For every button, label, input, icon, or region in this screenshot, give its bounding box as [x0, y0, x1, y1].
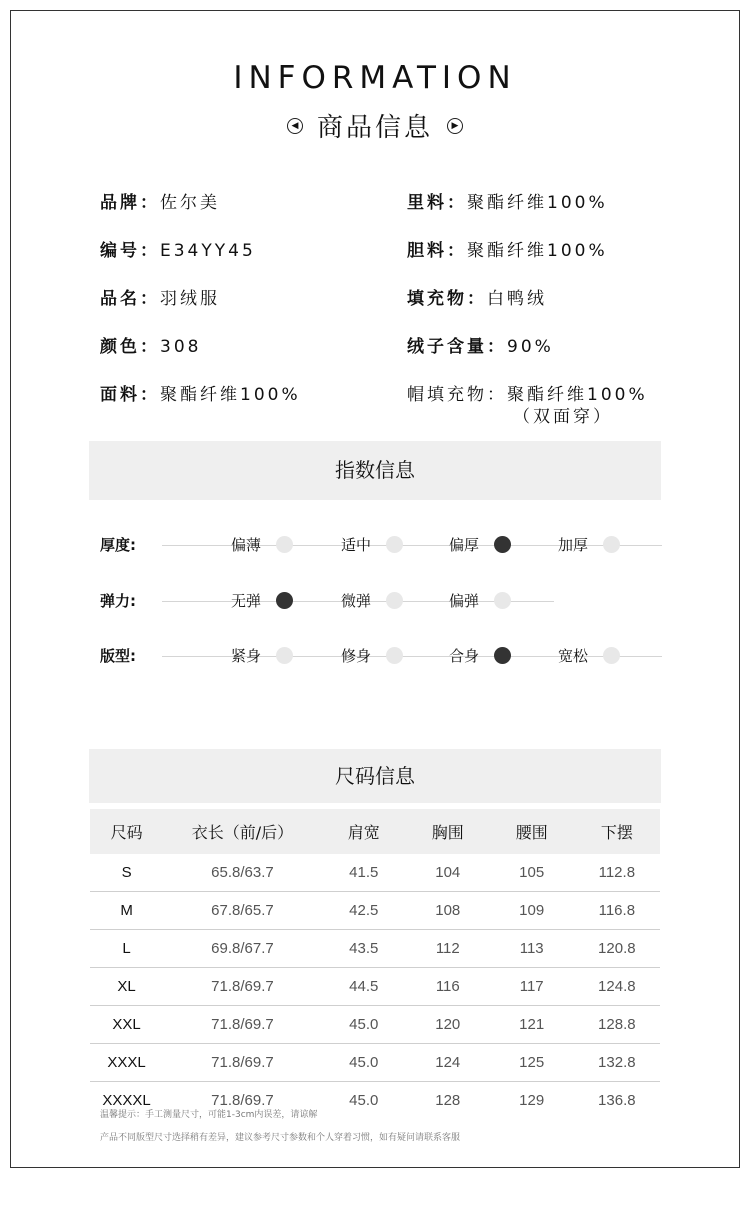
- table-cell: 45.0: [349, 1092, 379, 1109]
- info-value: 白鸭绒: [487, 289, 547, 309]
- right-arrow-icon: ▶: [447, 118, 463, 134]
- table-cell: 136.8: [598, 1092, 636, 1109]
- table-cell: 120: [406, 1006, 490, 1044]
- info-key: 编号：: [100, 241, 160, 261]
- index-row-elasticity: [0, 589, 750, 613]
- table-cell: 71.8/69.7: [211, 1092, 274, 1109]
- index-label: 版型:: [100, 647, 136, 665]
- table-cell: 128.8: [574, 1006, 660, 1044]
- info-key: 品牌：: [100, 193, 160, 213]
- table-cell: 65.8/63.7: [163, 854, 322, 892]
- info-key: 填充物：: [407, 289, 487, 309]
- size-section-title: 尺码信息: [89, 749, 661, 803]
- option-label: 偏薄: [231, 536, 262, 554]
- table-cell: 105: [490, 854, 574, 892]
- option-label: 无弹: [231, 592, 262, 610]
- table-cell: 71.8/69.7: [163, 1044, 322, 1082]
- table-cell: L: [90, 930, 163, 968]
- column-header: 腰围: [490, 809, 574, 854]
- info-value: 聚酯纤维100%: [467, 193, 608, 213]
- info-code: [100, 236, 256, 261]
- table-cell: 71.8/69.7: [163, 1006, 322, 1044]
- info-product-name: [100, 284, 220, 309]
- info-inner-fabric: [407, 236, 608, 261]
- option-dot-selected: [494, 536, 511, 553]
- table-cell: 113: [490, 930, 574, 968]
- option-label: 微弹: [341, 592, 372, 610]
- option-label: 紧身: [231, 647, 262, 665]
- table-row: [90, 1044, 660, 1082]
- table-row: [90, 968, 660, 1006]
- index-row-thickness: [0, 533, 750, 557]
- option-dot: [603, 647, 620, 664]
- info-key: 胆料：: [407, 241, 467, 261]
- size-note-measurement: 温馨提示：手工测量尺寸，可能1-3cm内误差，请谅解: [100, 1110, 318, 1120]
- title-chinese: [0, 107, 750, 144]
- info-down-content: [407, 332, 554, 357]
- info-brand: [100, 188, 220, 213]
- option-dot: [494, 592, 511, 609]
- info-value: 90%: [507, 337, 554, 357]
- info-value: 聚酯纤维100%: [467, 241, 608, 261]
- table-cell: 112.8: [574, 854, 660, 892]
- table-cell: 128: [435, 1092, 461, 1109]
- info-key: 面料：: [100, 385, 160, 405]
- option-dot: [386, 647, 403, 664]
- column-header: 衣长（前/后）: [163, 809, 322, 854]
- column-header: 尺码: [90, 809, 163, 854]
- table-cell: 43.5: [322, 930, 406, 968]
- table-cell: 116: [406, 968, 490, 1006]
- table-cell: 104: [406, 854, 490, 892]
- table-cell: 132.8: [574, 1044, 660, 1082]
- info-key: 品名：: [100, 289, 160, 309]
- index-label: 弹力:: [100, 592, 136, 610]
- table-cell: 112: [406, 930, 490, 968]
- info-value: 佐尔美: [160, 193, 220, 213]
- table-cell: XXXL: [90, 1044, 163, 1082]
- info-value: E34YY45: [160, 241, 256, 261]
- column-header: 胸围: [406, 809, 490, 854]
- table-row: [90, 1006, 660, 1044]
- table-cell: 124.8: [574, 968, 660, 1006]
- index-label: 厚度:: [100, 536, 136, 554]
- column-header: 下摆: [574, 809, 660, 854]
- option-label: 适中: [341, 536, 372, 554]
- table-cell: 69.8/67.7: [163, 930, 322, 968]
- option-dot: [386, 536, 403, 553]
- option-label: 合身: [449, 647, 480, 665]
- table-cell: 125: [490, 1044, 574, 1082]
- option-label: 宽松: [558, 647, 589, 665]
- table-row: [90, 892, 660, 930]
- table-cell: M: [90, 892, 163, 930]
- table-cell: 117: [490, 968, 574, 1006]
- size-note-fit: 产品不同版型尺寸选择稍有差异，建议参考尺寸参数和个人穿着习惯，如有疑问请联系客服: [100, 1133, 461, 1143]
- option-label: 偏弹: [449, 592, 480, 610]
- info-key: 里料：: [407, 193, 467, 213]
- option-dot: [276, 647, 293, 664]
- option-label: 偏厚: [449, 536, 480, 554]
- column-header: 肩宽: [322, 809, 406, 854]
- info-value: 聚酯纤维100%: [507, 385, 648, 405]
- size-table-header: [90, 809, 660, 854]
- info-lining: [407, 188, 608, 213]
- size-table: [90, 809, 660, 1119]
- table-cell: 45.0: [322, 1006, 406, 1044]
- index-row-fit: [0, 644, 750, 668]
- option-dot: [386, 592, 403, 609]
- info-key: 绒子含量：: [407, 337, 507, 357]
- table-cell: 109: [490, 892, 574, 930]
- table-row: [90, 854, 660, 892]
- info-filling: [407, 284, 547, 309]
- left-arrow-icon: ◀: [287, 118, 303, 134]
- table-cell: 45.0: [322, 1044, 406, 1082]
- info-hood-note: （双面穿）: [513, 407, 613, 427]
- info-value: 羽绒服: [160, 289, 220, 309]
- table-cell: XL: [90, 968, 163, 1006]
- option-label: 加厚: [558, 536, 589, 554]
- info-value: 聚酯纤维100%: [160, 385, 301, 405]
- table-cell: 121: [490, 1006, 574, 1044]
- option-dot-selected: [276, 592, 293, 609]
- table-cell: 67.8/65.7: [163, 892, 322, 930]
- table-cell: 71.8/69.7: [163, 968, 322, 1006]
- option-label: 修身: [341, 647, 372, 665]
- info-key: 帽填充物：: [407, 385, 507, 405]
- table-cell: S: [90, 854, 163, 892]
- info-fabric: [100, 380, 301, 405]
- title-english: INFORMATION: [233, 60, 517, 96]
- table-cell: 108: [406, 892, 490, 930]
- table-cell: 120.8: [574, 930, 660, 968]
- option-dot: [603, 536, 620, 553]
- option-dot: [276, 536, 293, 553]
- info-color: [100, 332, 201, 357]
- index-section-title: 指数信息: [89, 441, 661, 500]
- info-value: 308: [160, 337, 202, 357]
- table-row: [90, 930, 660, 968]
- option-dot-selected: [494, 647, 511, 664]
- table-cell: 41.5: [322, 854, 406, 892]
- table-cell: 116.8: [574, 892, 660, 930]
- table-cell: XXXXL: [102, 1092, 151, 1109]
- table-cell: 124: [406, 1044, 490, 1082]
- table-cell: 44.5: [322, 968, 406, 1006]
- table-cell: 42.5: [322, 892, 406, 930]
- info-key: 颜色：: [100, 337, 160, 357]
- title-chinese-text: 商品信息: [316, 113, 433, 143]
- table-cell: 129: [519, 1092, 545, 1109]
- table-cell: XXL: [90, 1006, 163, 1044]
